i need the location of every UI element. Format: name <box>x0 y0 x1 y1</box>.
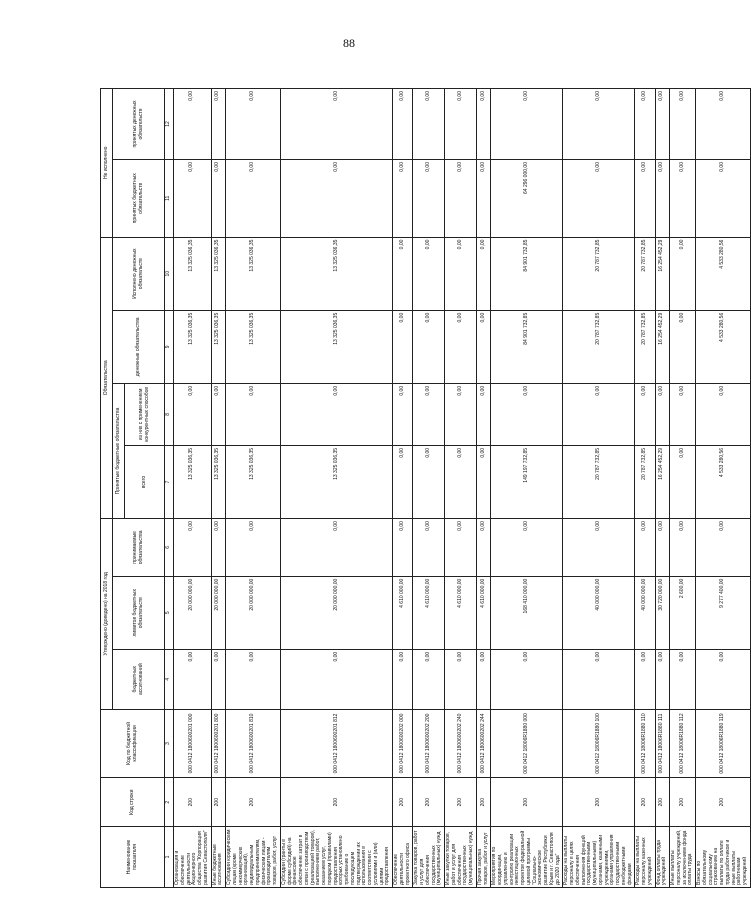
cell-budget-assign: 0,00 <box>174 649 212 709</box>
cell-not-exec-money: 0,00 <box>393 89 413 160</box>
header-not-executed-group: Не исполнено <box>101 89 113 238</box>
row-line-code: 200 <box>211 778 226 827</box>
cell-limits: 4 610 000,00 <box>413 576 445 649</box>
cell-competitive: 0,00 <box>655 383 670 445</box>
cell-accepted-total: 0,00 <box>445 445 477 518</box>
cell-not-exec-money: 0,00 <box>491 89 563 160</box>
cell-executed: 13 325 036,35 <box>280 237 392 310</box>
header-executed-money: Исполнено денежных обязательств <box>113 237 165 310</box>
row-name: Организация и обеспечение деятельности Акционерного общества "Корпорация развития Севастополя" <box>174 827 212 888</box>
row-class-code: 000 0412 18006R1880 112 <box>670 709 696 778</box>
row-line-code: 200 <box>670 778 696 827</box>
cell-competitive: 0,00 <box>563 383 635 445</box>
cell-money: 4 533 280,56 <box>696 310 751 383</box>
cell-money: 0,00 <box>445 310 477 383</box>
cell-not-exec-budget: 0,00 <box>476 160 491 238</box>
row-name: Закупка товаров, работ и услуг для обеспечения государственных (муниципальных) нужд <box>413 827 445 888</box>
table-body <box>174 89 751 888</box>
table-row <box>211 89 226 888</box>
cell-money: 20 787 732,85 <box>563 310 635 383</box>
cell-accepted-total: 0,00 <box>670 445 696 518</box>
header-obligations-group: Обязательства <box>101 237 113 518</box>
cell-accepted: 0,00 <box>696 519 751 577</box>
cell-accepted-total: 20 787 732,85 <box>635 445 655 518</box>
row-class-code: 000 0412 1800600201 000 <box>174 709 212 778</box>
header-accepted: принимаемые обязательства <box>113 519 165 577</box>
row-name: Обеспечение деятельности проектного офиса <box>393 827 413 888</box>
cell-budget-assign: 0,00 <box>280 649 392 709</box>
col-number: 4 <box>165 649 174 709</box>
cell-accepted: 0,00 <box>476 519 491 577</box>
header-total: всего <box>125 445 165 518</box>
cell-accepted: 0,00 <box>413 519 445 577</box>
cell-not-exec-budget: 0,00 <box>280 160 392 238</box>
cell-limits: 20 000 000,00 <box>174 576 212 649</box>
table-row <box>696 89 751 888</box>
cell-not-exec-money: 0,00 <box>696 89 751 160</box>
cell-money: 0,00 <box>413 310 445 383</box>
cell-accepted: 0,00 <box>393 519 413 577</box>
cell-not-exec-budget: 0,00 <box>635 160 655 238</box>
cell-executed: 84 901 732,85 <box>491 237 563 310</box>
table-row <box>445 89 477 888</box>
cell-competitive: 0,00 <box>476 383 491 445</box>
cell-competitive: 0,00 <box>635 383 655 445</box>
row-name: Взносы по обязательному социальному страхованию на выплаты по оплате труда работников и иные выплаты работникам учреждений <box>696 827 751 888</box>
cell-money: 20 787 732,85 <box>635 310 655 383</box>
page-number: 88 <box>343 36 355 50</box>
row-name: Фонд оплаты труда учреждений <box>655 827 670 888</box>
row-name: Субсидии (гранты в форме субсидий) на финансовое обеспечение затрат в связи с производством (реализацией товаров), выполнением работ, оказанием услуг, порядком (правилами) предоставления которых установлено требование о последующем подтверждении их использования в соответствии с условиями и (или) целями предоставления <box>280 827 392 888</box>
col-number: 1 <box>165 827 174 888</box>
cell-executed: 0,00 <box>476 237 491 310</box>
cell-not-exec-money: 0,00 <box>226 89 281 160</box>
cell-not-exec-money: 0,00 <box>563 89 635 160</box>
cell-competitive: 0,00 <box>445 383 477 445</box>
col-number: 12 <box>165 89 174 160</box>
table-row <box>280 89 392 888</box>
cell-accepted: 0,00 <box>445 519 477 577</box>
cell-accepted: 0,00 <box>670 519 696 577</box>
row-line-code: 200 <box>696 778 751 827</box>
cell-limits: 40 000 000,00 <box>563 576 635 649</box>
cell-budget-assign: 0,00 <box>696 649 751 709</box>
col-number: 7 <box>165 445 174 518</box>
cell-not-exec-money: 0,00 <box>445 89 477 160</box>
cell-competitive: 0,00 <box>696 383 751 445</box>
table-row <box>563 89 635 888</box>
header-competitive: из них с применением конкурентных способов <box>125 383 165 445</box>
cell-accepted-total: 0,00 <box>476 445 491 518</box>
cell-limits: 4 610 000,00 <box>445 576 477 649</box>
cell-budget-assign: 0,00 <box>393 649 413 709</box>
table-row <box>226 89 281 888</box>
header-accepted-budget: Принятые бюджетные обязательства <box>113 383 125 518</box>
row-class-code: 000 0412 18006R1880 110 <box>635 709 655 778</box>
cell-budget-assign: 0,00 <box>491 649 563 709</box>
row-line-code: 200 <box>226 778 281 827</box>
row-name: Иные закупки товаров, работ и услуг для обеспечения государственных (муниципальных) нужд <box>445 827 477 888</box>
cell-not-exec-money: 0,00 <box>670 89 696 160</box>
cell-competitive: 0,00 <box>393 383 413 445</box>
cell-not-exec-budget: 0,00 <box>226 160 281 238</box>
cell-limits: 2 600,00 <box>670 576 696 649</box>
cell-accepted-total: 20 787 732,85 <box>563 445 635 518</box>
cell-competitive: 0,00 <box>670 383 696 445</box>
cell-budget-assign: 0,00 <box>226 649 281 709</box>
table-row <box>635 89 655 888</box>
row-class-code: 000 0412 1800600201 812 <box>280 709 392 778</box>
col-number: 6 <box>165 519 174 577</box>
cell-money: 13 325 036,35 <box>280 310 392 383</box>
cell-executed: 4 533 280,56 <box>696 237 751 310</box>
cell-accepted: 0,00 <box>491 519 563 577</box>
cell-accepted: 0,00 <box>174 519 212 577</box>
table-row <box>670 89 696 888</box>
row-line-code: 200 <box>491 778 563 827</box>
cell-executed: 13 325 036,35 <box>174 237 212 310</box>
cell-not-exec-budget: 0,00 <box>563 160 635 238</box>
cell-budget-assign: 0,00 <box>211 649 226 709</box>
col-number: 3 <box>165 709 174 778</box>
header-code-class: Код по бюджетной классификации <box>101 709 165 778</box>
cell-money: 0,00 <box>393 310 413 383</box>
row-name: Субсидии юридическим лицам (кроме некоммерческих организаций), индивидуальным предпринимателям, физическим лицам - производителям товаров, работ, услуг <box>226 827 281 888</box>
cell-executed: 20 787 732,85 <box>563 237 635 310</box>
col-number: 11 <box>165 160 174 238</box>
row-line-code: 200 <box>635 778 655 827</box>
row-class-code: 000 0412 1800600201 810 <box>226 709 281 778</box>
budget-execution-table <box>100 88 751 888</box>
row-class-code: 000 0412 1800600202 200 <box>413 709 445 778</box>
cell-money: 16 254 452,29 <box>655 310 670 383</box>
cell-not-exec-budget: 0,00 <box>696 160 751 238</box>
header-approved-group: Утверждено (доведено) на 2018 год <box>101 519 113 710</box>
cell-competitive: 0,00 <box>413 383 445 445</box>
header-budget-assign: бюджетных ассигнований <box>113 649 165 709</box>
cell-money: 13 325 036,35 <box>174 310 212 383</box>
row-class-code: 000 0412 1800600202 240 <box>445 709 477 778</box>
cell-accepted-total: 13 325 036,35 <box>280 445 392 518</box>
cell-limits: 40 000 000,00 <box>635 576 655 649</box>
col-number: 5 <box>165 576 174 649</box>
cell-competitive: 0,00 <box>174 383 212 445</box>
cell-not-exec-budget: 0,00 <box>211 160 226 238</box>
row-class-code: 000 0412 18006R1880 111 <box>655 709 670 778</box>
row-line-code: 200 <box>445 778 477 827</box>
cell-accepted-total: 0,00 <box>393 445 413 518</box>
cell-budget-assign: 0,00 <box>413 649 445 709</box>
cell-competitive: 0,00 <box>211 383 226 445</box>
cell-budget-assign: 0,00 <box>635 649 655 709</box>
table-row <box>393 89 413 888</box>
cell-accepted: 0,00 <box>226 519 281 577</box>
cell-budget-assign: 0,00 <box>563 649 635 709</box>
row-name: Иные выплаты персоналу учреждений, за исключением фонда оплаты труда <box>670 827 696 888</box>
row-line-code: 200 <box>280 778 392 827</box>
cell-executed: 0,00 <box>413 237 445 310</box>
col-number: 10 <box>165 237 174 310</box>
header-code-line: Код строки <box>101 778 165 827</box>
cell-executed: 0,00 <box>393 237 413 310</box>
cell-limits: 20 000 000,00 <box>211 576 226 649</box>
cell-not-exec-budget: 0,00 <box>670 160 696 238</box>
cell-budget-assign: 0,00 <box>476 649 491 709</box>
table-row <box>491 89 563 888</box>
cell-executed: 20 787 732,85 <box>635 237 655 310</box>
cell-accepted-total: 16 254 452,29 <box>655 445 670 518</box>
row-line-code: 200 <box>476 778 491 827</box>
cell-accepted: 0,00 <box>563 519 635 577</box>
cell-competitive: 0,00 <box>491 383 563 445</box>
row-line-code: 200 <box>413 778 445 827</box>
cell-accepted: 0,00 <box>635 519 655 577</box>
cell-accepted-total: 13 325 036,35 <box>174 445 212 518</box>
cell-executed: 16 254 452,29 <box>655 237 670 310</box>
row-class-code: 000 0412 1800600201 800 <box>211 709 226 778</box>
col-number: 9 <box>165 310 174 383</box>
cell-executed: 13 325 036,35 <box>211 237 226 310</box>
cell-money: 13 325 036,35 <box>211 310 226 383</box>
row-name: Расходы на выплаты персоналу в целях обеспечения выполнения функций государственными (муниципальными) органами, казенными учреждениями, органами управления государственными внебюджетными фондами <box>563 827 635 888</box>
row-class-code: 000 0412 1800600202 000 <box>393 709 413 778</box>
cell-accepted: 0,00 <box>655 519 670 577</box>
cell-not-exec-money: 0,00 <box>174 89 212 160</box>
row-class-code: 000 0412 18006R1880 100 <box>563 709 635 778</box>
cell-executed: 13 325 036,35 <box>226 237 281 310</box>
header-accepted-money-ne: принятых денежных обязательств <box>113 89 165 160</box>
table-row <box>476 89 491 888</box>
row-line-code: 200 <box>563 778 635 827</box>
cell-money: 84 901 732,85 <box>491 310 563 383</box>
cell-limits: 4 610 000,00 <box>393 576 413 649</box>
cell-limits: 30 720 000,00 <box>655 576 670 649</box>
cell-limits: 20 000 000,00 <box>226 576 281 649</box>
row-line-code: 200 <box>174 778 212 827</box>
cell-not-exec-money: 0,00 <box>280 89 392 160</box>
cell-not-exec-money: 0,00 <box>655 89 670 160</box>
cell-not-exec-budget: 0,00 <box>445 160 477 238</box>
header-money: денежные обязательства <box>113 310 165 383</box>
cell-money: 0,00 <box>670 310 696 383</box>
cell-budget-assign: 0,00 <box>655 649 670 709</box>
cell-money: 0,00 <box>476 310 491 383</box>
cell-executed: 0,00 <box>670 237 696 310</box>
cell-accepted-total: 13 325 036,35 <box>211 445 226 518</box>
cell-not-exec-budget: 64 296 000,00 <box>491 160 563 238</box>
cell-budget-assign: 0,00 <box>670 649 696 709</box>
cell-not-exec-money: 0,00 <box>476 89 491 160</box>
cell-not-exec-budget: 0,00 <box>393 160 413 238</box>
cell-accepted: 0,00 <box>211 519 226 577</box>
cell-competitive: 0,00 <box>280 383 392 445</box>
row-line-code: 200 <box>393 778 413 827</box>
row-class-code: 000 0412 18006R1880 119 <box>696 709 751 778</box>
col-number: 8 <box>165 383 174 445</box>
cell-limits: 168 410 000,00 <box>491 576 563 649</box>
row-name: Мероприятия по координации, управлению и контролю реализации инвестиционных проектов федеральной целевой программы "Социально-экономическое развитие Республики Крым и г. Севастополя до 2020 года" <box>491 827 563 888</box>
cell-accepted-total: 149 197 732,85 <box>491 445 563 518</box>
cell-not-exec-money: 0,00 <box>635 89 655 160</box>
cell-not-exec-budget: 0,00 <box>413 160 445 238</box>
table-row <box>655 89 670 888</box>
cell-accepted-total: 13 325 036,35 <box>226 445 281 518</box>
header-accepted-budget-ne: принятых бюджетных обязательств <box>113 160 165 238</box>
cell-not-exec-budget: 0,00 <box>174 160 212 238</box>
cell-not-exec-budget: 0,00 <box>655 160 670 238</box>
col-number: 2 <box>165 778 174 827</box>
header-name: Наименование показателя <box>101 827 165 888</box>
cell-limits: 20 000 000,00 <box>280 576 392 649</box>
cell-accepted-total: 0,00 <box>413 445 445 518</box>
cell-budget-assign: 0,00 <box>445 649 477 709</box>
cell-not-exec-money: 0,00 <box>413 89 445 160</box>
cell-accepted: 0,00 <box>280 519 392 577</box>
header-limits: лимитов бюджетных обязательств <box>113 576 165 649</box>
row-name: Расходы на выплаты персоналу казенных учреждений <box>635 827 655 888</box>
cell-competitive: 0,00 <box>226 383 281 445</box>
row-name: Иные бюджетные ассигнования <box>211 827 226 888</box>
row-class-code: 000 0412 1800600202 244 <box>476 709 491 778</box>
row-line-code: 200 <box>655 778 670 827</box>
row-class-code: 000 0412 18006R1880 000 <box>491 709 563 778</box>
cell-limits: 9 277 400,00 <box>696 576 751 649</box>
cell-accepted-total: 4 533 280,56 <box>696 445 751 518</box>
table-row <box>174 89 212 888</box>
cell-money: 13 325 036,35 <box>226 310 281 383</box>
table-row <box>413 89 445 888</box>
cell-limits: 4 610 000,00 <box>476 576 491 649</box>
cell-executed: 0,00 <box>445 237 477 310</box>
row-name: Прочая закупка товаров, работ и услуг <box>476 827 491 888</box>
cell-not-exec-money: 0,00 <box>211 89 226 160</box>
